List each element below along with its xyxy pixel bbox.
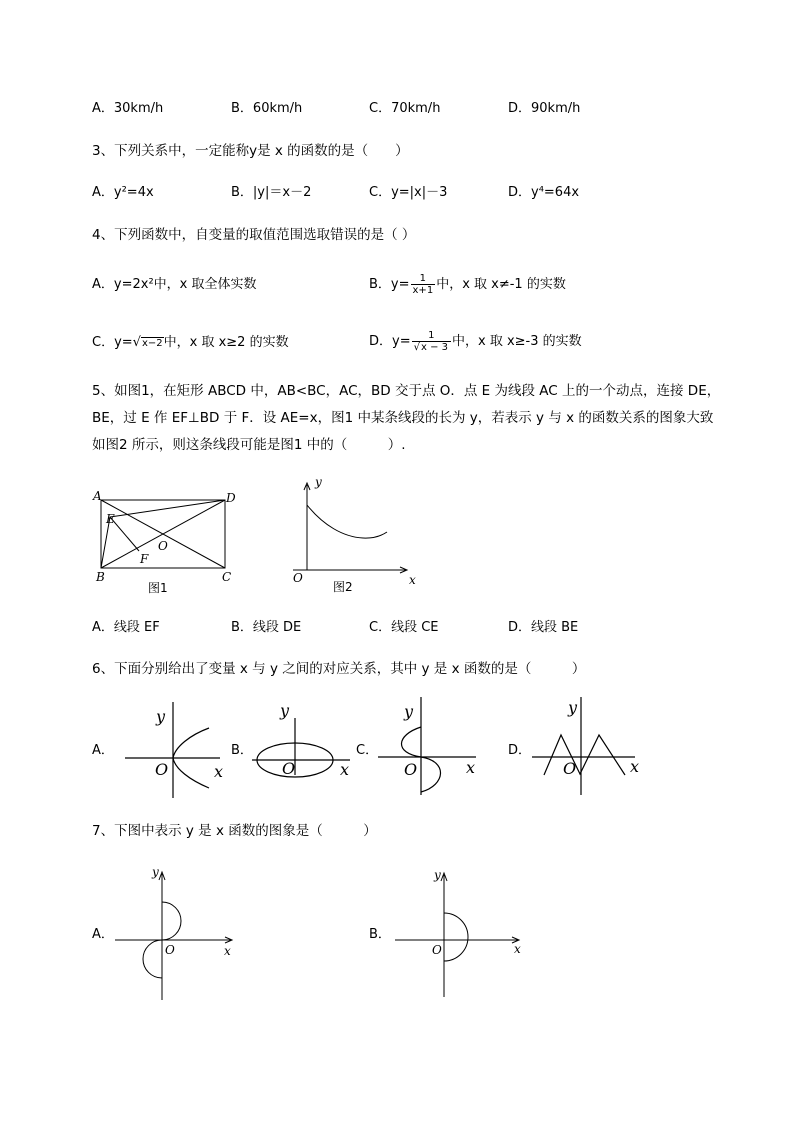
q6-option-b[interactable]: B． bbox=[231, 743, 253, 758]
q4-b-fraction bbox=[411, 273, 436, 296]
q4-b-suffix: 中，x 取 x≠-1 的实数 bbox=[436, 277, 566, 292]
zigzag-line bbox=[544, 735, 625, 775]
q4-d-radicand: x − 3 bbox=[420, 342, 449, 353]
q4-d-suffix: 中，x 取 x≥-3 的实数 bbox=[452, 334, 582, 349]
axis-o-label: O bbox=[165, 943, 175, 957]
q2-option-a[interactable]: A．30km/h bbox=[92, 101, 164, 116]
q3-option-c[interactable]: C．y=|x|－3 bbox=[369, 185, 448, 200]
q3-option-b[interactable]: B．|y|＝x－2 bbox=[231, 185, 312, 200]
fig2-y-label: y bbox=[315, 475, 322, 489]
q3-stem: 3、下列关系中，一定能称y是 x 的函数的是（ ） bbox=[92, 143, 409, 159]
q4-c-radicand: x−2 bbox=[141, 338, 163, 349]
fig2-caption: 图2 bbox=[333, 580, 353, 594]
q5-line-1: 5、如图1，在矩形 ABCD 中，AB<BC，AC，BD 交于点 O．点 E 为线段 AC 上的一个动点，连接 DE， bbox=[92, 383, 721, 399]
segment-de bbox=[110, 500, 225, 517]
fig2-x-label: x bbox=[409, 573, 416, 587]
label-f: F bbox=[140, 552, 149, 566]
axis-x-label: x bbox=[514, 942, 521, 956]
q5-option-c[interactable]: C．线段 CE bbox=[369, 620, 439, 635]
q4-c-prefix: C．y= bbox=[92, 335, 133, 350]
q4-option-d[interactable] bbox=[369, 325, 582, 359]
label-o: O bbox=[158, 539, 168, 553]
q4-c-suffix: 中，x 取 x≥2 的实数 bbox=[163, 335, 289, 350]
axis-o-label: O bbox=[282, 759, 296, 778]
q6-option-d[interactable]: D． bbox=[508, 743, 532, 758]
q6-option-a[interactable]: A． bbox=[92, 743, 114, 758]
q5-line-2: BE，过 E 作 EF⊥BD 于 F．设 AE=x，图1 中某条线段的长为 y，若表示 y 与 x 的函数关系的图象大致 bbox=[92, 410, 714, 426]
q7-stem: 7、下图中表示 y 是 x 函数的图象是（ ） bbox=[92, 823, 377, 839]
q6-graph-c bbox=[376, 695, 486, 800]
q4-d-denominator bbox=[412, 342, 451, 353]
q4-d-prefix: D．y= bbox=[369, 334, 411, 349]
q4-b-prefix: B．y= bbox=[369, 277, 410, 292]
label-b: B bbox=[96, 570, 105, 584]
sqrt-icon: √ bbox=[413, 342, 420, 353]
axis-x-label: x bbox=[466, 758, 476, 777]
q6-graph-b bbox=[250, 700, 360, 800]
axis-y-label: y bbox=[434, 868, 441, 882]
axis-x-label: x bbox=[214, 762, 224, 781]
q4-d-numerator: 1 bbox=[412, 330, 451, 342]
q4-d-fraction bbox=[412, 330, 451, 353]
q2-option-d[interactable]: D．90km/h bbox=[508, 101, 581, 116]
axis-o-label: O bbox=[432, 943, 442, 957]
axis-o-label: O bbox=[404, 760, 418, 779]
q4-option-a[interactable]: A．y=2x²中，x 取全体实数 bbox=[92, 277, 257, 292]
axis-x-label: x bbox=[224, 944, 231, 958]
q7-option-b[interactable]: B． bbox=[369, 927, 391, 942]
q5-line-3: 如图2 所示，则这条线段可能是图1 中的（ ）. bbox=[92, 437, 406, 453]
axis-y-label: y bbox=[152, 865, 159, 879]
q4-b-denominator: x+1 bbox=[412, 285, 434, 296]
q6-graph-a bbox=[120, 700, 230, 800]
axis-y-label: y bbox=[404, 702, 414, 721]
q3-option-a[interactable]: A．y²=4x bbox=[92, 185, 154, 200]
fig2-o-label: O bbox=[293, 571, 303, 585]
label-a: A bbox=[93, 489, 102, 503]
q7-graph-b bbox=[392, 865, 527, 1005]
q4-stem: 4、下列函数中，自变量的取值范围选取错误的是（ ） bbox=[92, 227, 416, 243]
axis-y-label: y bbox=[280, 701, 290, 720]
q2-option-b[interactable]: B．60km/h bbox=[231, 101, 303, 116]
q5-figure-2 bbox=[283, 475, 423, 600]
q6-option-c[interactable]: C． bbox=[356, 743, 379, 758]
fig1-caption: 图1 bbox=[148, 581, 168, 595]
label-e: E bbox=[106, 512, 115, 526]
q6-stem: 6、下面分别给出了变量 x 与 y 之间的对应关系，其中 y 是 x 函数的是（ ） bbox=[92, 661, 586, 677]
q4-option-c[interactable] bbox=[92, 335, 289, 352]
lower-left-semicircle bbox=[143, 940, 162, 978]
label-d: D bbox=[226, 491, 236, 505]
upper-right-semicircle bbox=[162, 902, 181, 940]
q4-b-numerator: 1 bbox=[411, 273, 436, 285]
sqrt-icon: √ bbox=[132, 335, 141, 350]
graph-curve bbox=[307, 505, 387, 538]
q3-option-d[interactable]: D．y⁴=64x bbox=[508, 185, 580, 200]
q5-option-a[interactable]: A．线段 EF bbox=[92, 620, 160, 635]
label-c: C bbox=[222, 570, 232, 584]
q2-option-c[interactable]: C．70km/h bbox=[369, 101, 441, 116]
axis-o-label: O bbox=[563, 759, 577, 778]
axis-x-label: x bbox=[340, 760, 350, 779]
q5-option-b[interactable]: B．线段 DE bbox=[231, 620, 302, 635]
q5-option-d[interactable]: D．线段 BE bbox=[508, 620, 579, 635]
right-semicircle bbox=[444, 913, 468, 961]
axis-y-label: y bbox=[156, 707, 166, 726]
axis-o-label: O bbox=[155, 760, 169, 779]
axis-y-label: y bbox=[568, 698, 578, 717]
q7-option-a[interactable]: A． bbox=[92, 927, 114, 942]
q6-graph-d bbox=[530, 695, 645, 800]
axis-x-label: x bbox=[630, 757, 640, 776]
q7-graph-a bbox=[112, 862, 242, 1002]
q4-option-b[interactable] bbox=[369, 268, 566, 302]
q5-figure-1 bbox=[88, 485, 248, 595]
